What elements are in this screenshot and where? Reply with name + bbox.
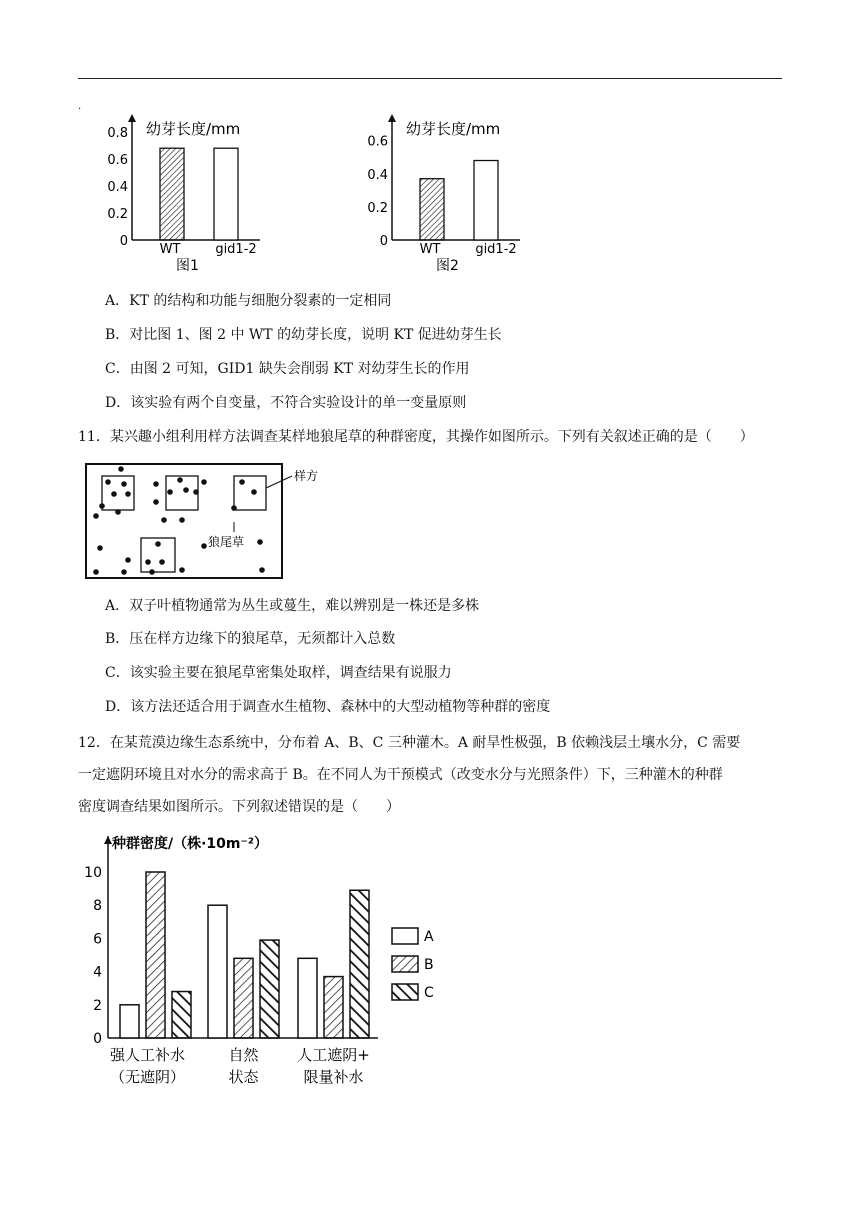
legend-label: A xyxy=(424,929,434,945)
q10-option-d: D．该实验有两个自变量，不符合实验设计的单一变量原则 xyxy=(105,395,467,411)
header-rule xyxy=(78,78,782,79)
y-axis-arrow xyxy=(128,114,136,122)
bar-C-group1 xyxy=(172,992,191,1038)
plant-dot xyxy=(179,517,185,523)
x-tick-label: 状态 xyxy=(228,1068,259,1086)
bar-A-group2 xyxy=(208,905,227,1038)
bar-A-group1 xyxy=(120,1005,139,1038)
plant-dot xyxy=(125,491,131,497)
plant-dot xyxy=(125,557,131,563)
quadrat-3 xyxy=(234,476,266,510)
q12-stem-line1: 12．在某荒漠边缘生态系统中，分布着 A、B、C 三种灌木。A 耐旱性极强，B 依赖浅层土壤水分，C 需要 xyxy=(78,735,741,751)
plant-dot xyxy=(145,559,151,565)
x-tick-label: 强人工补水 xyxy=(109,1046,186,1064)
q11-stem: 11．某兴趣小组利用样方法调查某样地狼尾草的种群密度，其操作如图所示。下列有关叙述正确的是（ ） xyxy=(78,429,754,445)
plant-dot xyxy=(121,569,127,575)
figure-q12-chart xyxy=(78,826,458,1092)
plant-dot xyxy=(153,499,159,505)
quadrat-diagram-svg xyxy=(84,462,334,582)
bar-C-group3 xyxy=(350,890,369,1038)
x-tick-label: 自然 xyxy=(228,1046,259,1064)
bar-B-group3 xyxy=(324,977,343,1038)
plant-dot xyxy=(231,505,237,511)
stray-dot: · xyxy=(78,104,82,115)
plant-label: 狼尾草 xyxy=(208,535,245,549)
y-tick-label: 6 xyxy=(93,931,102,948)
plant-dot xyxy=(167,489,173,495)
x-tick-label: gid1-2 xyxy=(475,242,517,257)
q10-option-c: C．由图 2 可知，GID1 缺失会削弱 KT 对幼芽生长的作用 xyxy=(105,361,470,377)
bar-B-group1 xyxy=(146,872,165,1038)
plant-dot xyxy=(177,477,183,483)
plant-dot xyxy=(193,489,199,495)
x-tick-label: WT xyxy=(419,242,441,257)
y-axis-arrow xyxy=(388,114,396,122)
plant-dot xyxy=(105,479,111,485)
bar-WT xyxy=(160,148,184,240)
plant-dot xyxy=(201,543,207,549)
plant-dot xyxy=(121,481,127,487)
figure-2 xyxy=(367,112,560,282)
plant-dot xyxy=(159,559,165,565)
plant-dot xyxy=(257,539,263,545)
figure-2-chart xyxy=(367,112,560,282)
y-tick-label: 0.4 xyxy=(367,167,388,183)
plant-dot xyxy=(153,481,159,487)
q10-option-a: A．KT 的结构和功能与细胞分裂素的一定相同 xyxy=(105,293,392,309)
y-tick-label: 0.6 xyxy=(107,153,128,168)
y-axis-arrow xyxy=(104,836,112,844)
q11-option-b: B．压在样方边缘下的狼尾草，无须都计入总数 xyxy=(105,631,396,647)
y-tick-label: 8 xyxy=(93,898,102,915)
x-tick-label: （无遮阴） xyxy=(109,1068,186,1086)
plant-dot xyxy=(239,479,245,485)
plant-dot xyxy=(259,567,265,573)
y-tick-label: 2 xyxy=(93,997,102,1014)
q12-stem-line2: 一定遮阴环境且对水分的需求高于 B。在不同人为干预模式（改变水分与光照条件）下，三种灌木的种群 xyxy=(78,767,723,783)
plant-dot xyxy=(201,479,207,485)
figure-caption: 图2 xyxy=(436,258,459,274)
quadrat-pointer xyxy=(266,476,292,488)
plant-dot xyxy=(179,567,185,573)
legend-label: B xyxy=(424,957,434,973)
x-tick-label: 人工遮阴+ xyxy=(297,1046,370,1064)
y-tick-label: 0.2 xyxy=(107,207,128,222)
legend-label: C xyxy=(424,985,434,1001)
figure-1-chart xyxy=(107,112,300,282)
bar-gid1-2 xyxy=(214,148,238,240)
y-tick-label: 0.8 xyxy=(107,126,128,141)
x-tick-label: gid1-2 xyxy=(215,242,257,257)
plant-dot xyxy=(161,517,167,523)
y-tick-label: 0 xyxy=(93,1031,102,1047)
y-tick-label: 0 xyxy=(379,234,388,249)
q11-option-d: D．该方法还适合用于调查水生植物、森林中的大型动植物等种群的密度 xyxy=(105,699,551,715)
plant-dot xyxy=(183,487,189,493)
y-tick-label: 0 xyxy=(119,234,128,249)
y-axis-label: 幼芽长度/mm xyxy=(146,120,241,138)
y-tick-label: 0.4 xyxy=(107,180,128,195)
plant-dot xyxy=(93,513,99,519)
quadrat-label: 样方 xyxy=(294,469,319,483)
y-axis-label: 幼芽长度/mm xyxy=(406,120,501,138)
legend-swatch-C xyxy=(392,984,418,1000)
q10-option-b: B．对比图 1、图 2 中 WT 的幼芽长度，说明 KT 促进幼芽生长 xyxy=(105,327,502,343)
plant-dot xyxy=(99,503,105,509)
plant-dots xyxy=(93,466,265,575)
plant-dot xyxy=(111,491,117,497)
legend-swatch-A xyxy=(392,928,418,944)
figure-q12 xyxy=(78,826,458,1092)
q11-option-c: C．该实验主要在狼尾草密集处取样，调查结果有说服力 xyxy=(105,665,452,681)
x-tick-label: WT xyxy=(159,242,181,257)
bar-WT xyxy=(420,179,444,240)
q12-stem-line3: 密度调查结果如图所示。下列叙述错误的是（ ） xyxy=(78,799,400,815)
plant-dot xyxy=(149,569,155,575)
plant-dot xyxy=(118,466,124,472)
bar-gid1-2 xyxy=(474,161,498,240)
y-tick-label: 0.2 xyxy=(367,200,388,216)
y-tick-label: 10 xyxy=(84,865,102,881)
plant-dot xyxy=(97,545,103,551)
plant-dot xyxy=(115,509,121,515)
plant-dot xyxy=(251,489,257,495)
y-tick-label: 4 xyxy=(93,964,102,981)
bar-A-group3 xyxy=(298,958,317,1038)
x-tick-label: 限量补水 xyxy=(303,1068,364,1086)
plant-dot xyxy=(155,541,161,547)
quadrat-diagram xyxy=(84,462,334,582)
bar-C-group2 xyxy=(260,940,279,1038)
bar-B-group2 xyxy=(234,958,253,1038)
legend-swatch-B xyxy=(392,956,418,972)
figure-caption: 图1 xyxy=(176,258,199,274)
y-axis-label: 种群密度/（株·10m⁻²） xyxy=(112,836,269,852)
figure-1 xyxy=(107,112,300,282)
q11-option-a: A．双子叶植物通常为丛生或蔓生，难以辨别是一株还是多株 xyxy=(105,598,480,614)
y-tick-label: 0.6 xyxy=(367,134,388,150)
plant-dot xyxy=(93,569,99,575)
